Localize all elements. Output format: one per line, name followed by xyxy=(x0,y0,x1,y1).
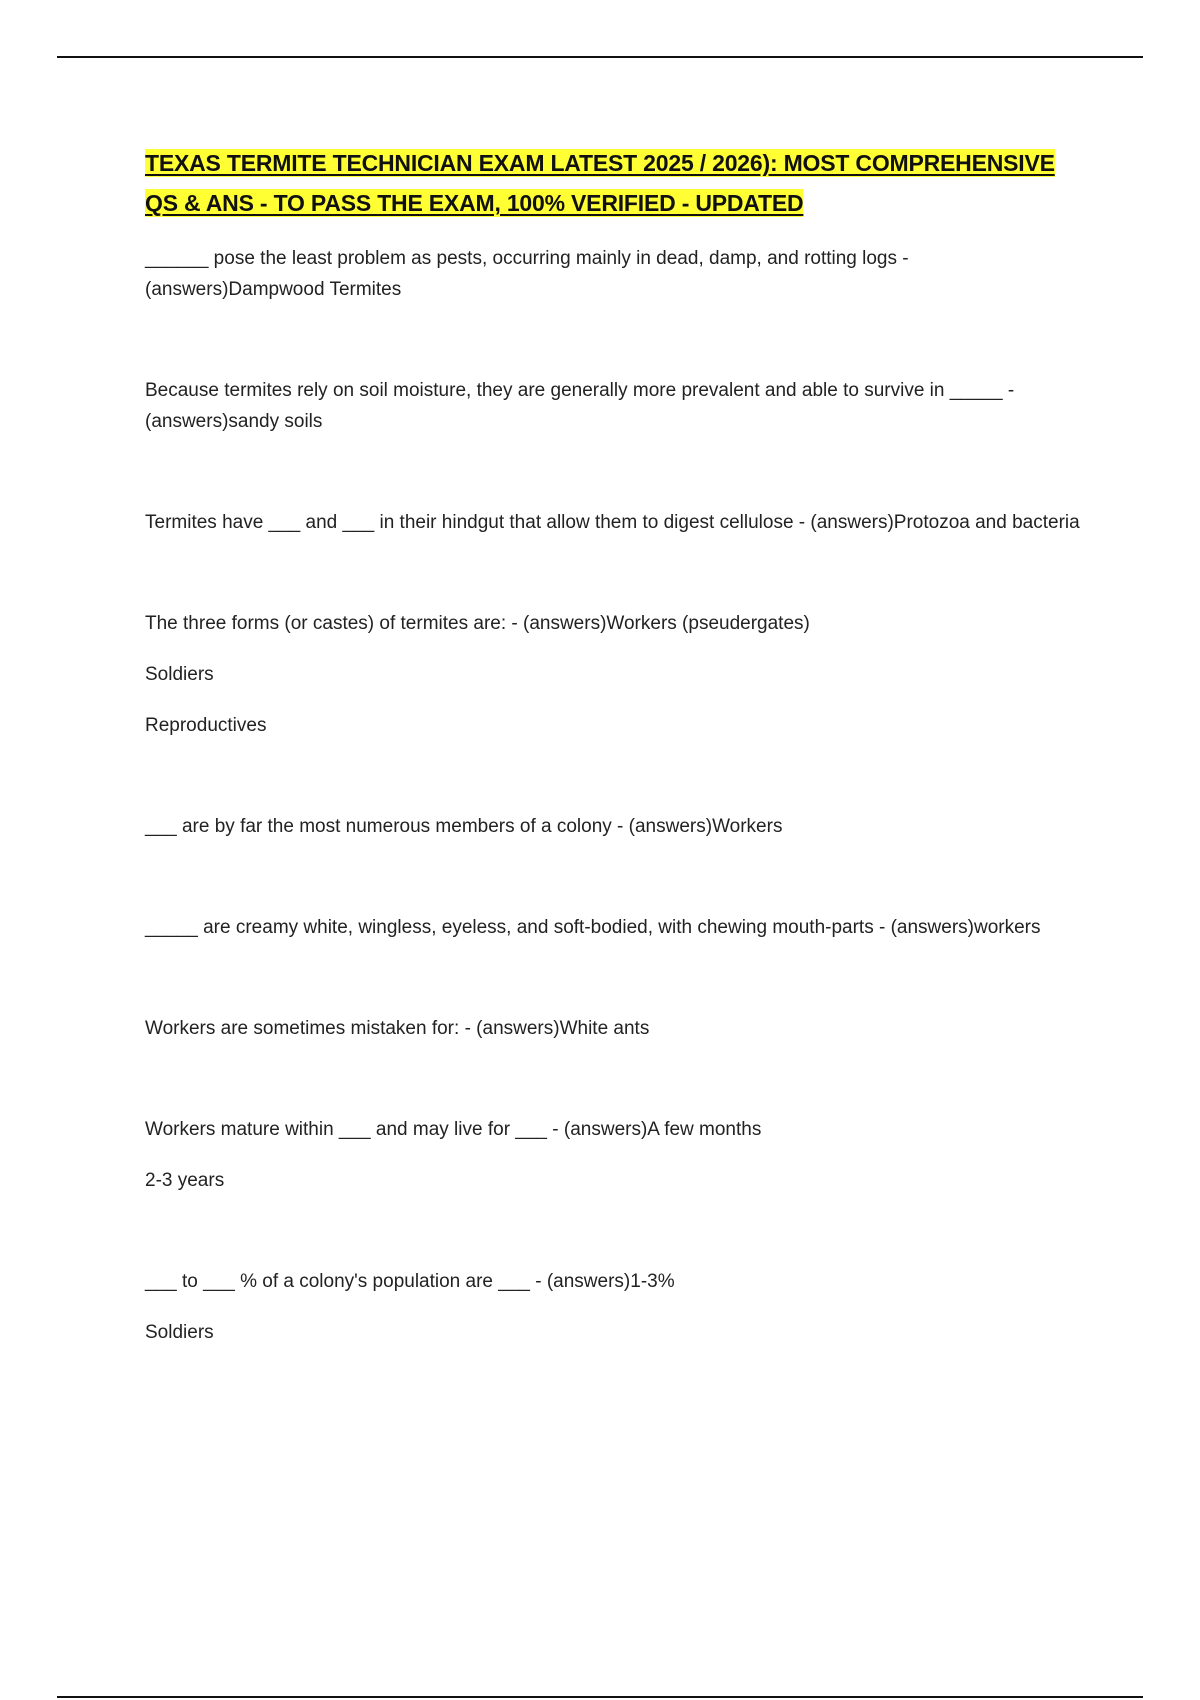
qa-item xyxy=(145,811,1085,842)
qa-answer-line: 2-3 years xyxy=(145,1170,225,1191)
qa-text: Workers are sometimes mistaken for: - (answers)White ants xyxy=(145,1018,650,1039)
document-title xyxy=(145,143,1085,223)
qa-text: ___ to ___ % of a colony's population are ___ - (answers)1-3% xyxy=(145,1271,675,1292)
qa-item xyxy=(145,243,1085,305)
qa-text: _____ are creamy white, wingless, eyeless, and soft-bodied, with chewing mouth-parts - (answers)workers xyxy=(145,917,1041,938)
qa-text: Workers mature within ___ and may live for ___ - (answers)A few months xyxy=(145,1119,762,1140)
qa-answer-line: Reproductives xyxy=(145,715,267,736)
qa-list xyxy=(145,243,1085,1348)
qa-answer-line: Soldiers xyxy=(145,1322,214,1343)
qa-text: ______ pose the least problem as pests, occurring mainly in dead, damp, and rotting logs - (answers)Dampwood Termites xyxy=(145,248,909,300)
document-title-text: TEXAS TERMITE TECHNICIAN EXAM LATEST 2025 / 2026): MOST COMPREHENSIVE QS & ANS - TO PASS THE EXAM, 100% VERIFIED - UPDATED xyxy=(145,150,1055,216)
top-rule xyxy=(57,56,1143,58)
qa-item xyxy=(145,507,1085,538)
qa-answer-line: Soldiers xyxy=(145,664,214,685)
qa-text: The three forms (or castes) of termites are: - (answers)Workers (pseudergates) xyxy=(145,613,810,634)
qa-text: ___ are by far the most numerous members of a colony - (answers)Workers xyxy=(145,816,783,837)
qa-item xyxy=(145,912,1085,943)
qa-item xyxy=(145,608,1085,741)
qa-text: Because termites rely on soil moisture, they are generally more prevalent and able to survive in _____ - (answers)sandy soils xyxy=(145,380,1015,432)
qa-item xyxy=(145,375,1085,437)
bottom-rule xyxy=(57,1696,1143,1698)
qa-item xyxy=(145,1013,1085,1044)
document-body xyxy=(145,143,1085,1418)
qa-item xyxy=(145,1266,1085,1348)
qa-item xyxy=(145,1114,1085,1196)
qa-text: Termites have ___ and ___ in their hindgut that allow them to digest cellulose - (answers)Protozoa and bacteria xyxy=(145,512,1080,533)
